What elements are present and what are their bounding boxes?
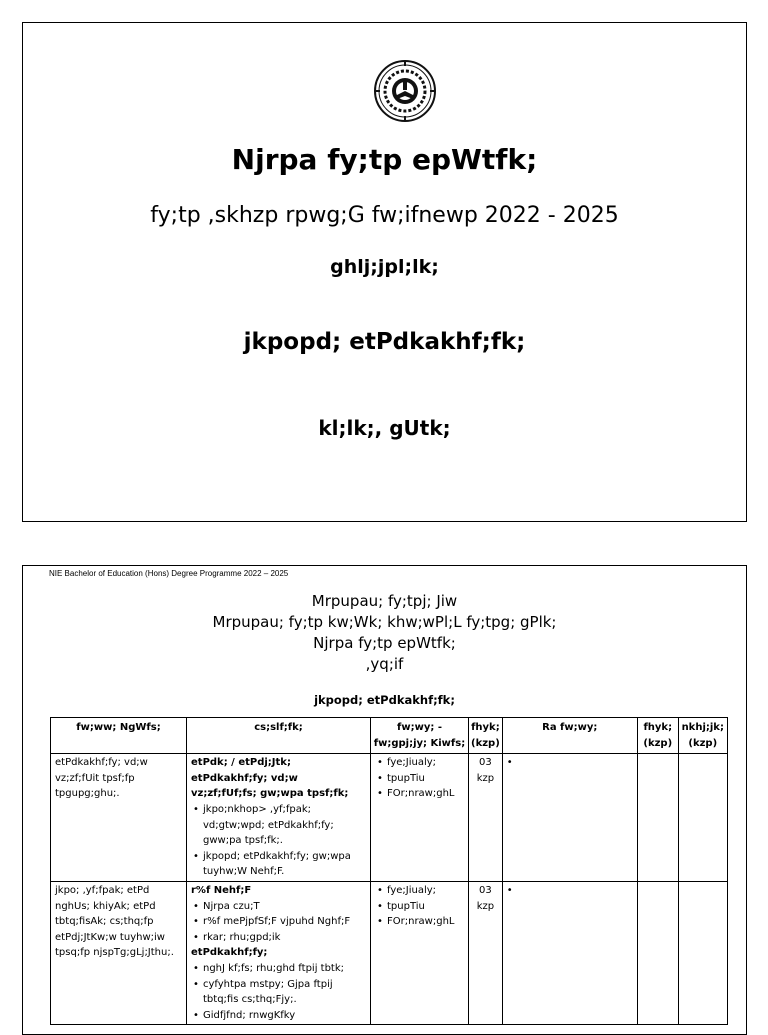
content-cell [187,754,371,882]
column-header: nkhj;jk; (kzp) [678,718,727,754]
programme-title: fy;tp ,skhzp rpwg;G fw;ifnewp 2022 - 2025 [150,203,619,228]
self-study-hours-cell [637,881,678,1024]
content-item: • r%f mePjpfSf;F vjpuhd Nghf;F [203,914,366,930]
heading-line: Mrpupau; fy;tpj; Jiw [311,592,458,610]
column-header: fhyk; (kzp) [637,718,678,754]
syllabus-table [50,717,728,1025]
column-header: cs;slf;fk; [187,718,371,754]
method-item: • tpupTiu [387,899,464,915]
total-hours-cell [678,754,727,882]
method-item: • FOr;nraw;ghL [387,786,464,802]
syllabus-page [22,565,747,1035]
self-study-hours-cell [637,754,678,882]
content-item: • nghJ kf;fs; rhu;ghd ftpij tbtk; [203,961,366,977]
content-item: • jkpopd; etPdkakhf;fy; gw;wpa tuyhw;W Nehf;F. [203,849,366,880]
content-item: • Gidfjfnd; rnwgKfky [203,1008,366,1024]
table-row [51,754,728,882]
table-header-row [51,718,728,754]
column-header: fw;wy; - fw;gpj;jy; Kiwfs; [371,718,469,754]
institute-title: Njrpa fy;tp epWtfk; [231,143,538,176]
content-heading: r%f Nehf;F [191,884,252,896]
table-row [51,881,728,1024]
method-item: • tpupTiu [387,771,464,787]
column-header: Ra fw;wy; [502,718,637,754]
methods-cell [371,754,469,882]
hours-cell: 03 kzp [469,754,503,882]
self-study-cell: • [502,754,637,882]
document-subtitle: ghlj;jpl;lk; [330,256,439,278]
cover-page [22,22,747,522]
methods-cell [371,881,469,1024]
column-header: fw;ww; NgWfs; [51,718,187,754]
content-heading: etPdk; / etPdj;Jtk; etPdkakhf;fy; vd;w vz;zf;fUf;fs; gw;wpa tpsf;fk; [191,757,349,800]
content-item: • Njrpa czu;T [203,899,366,915]
institute-seal-logo [373,59,437,123]
learning-outcome-cell: jkpo; ,yf;fpak; etPd nghUs; khiyAk; etPd tbtq;fisAk; cs;thq;fp etPdj;JtKw;w tuyhw;iw tpsq;fp njspTg;gLj;Jthu;. [51,881,187,1024]
content-item: • jkpo;nkhop> ,yf;fpak; vd;gtw;wpd; etPdkakhf;fy; gww;pa tpsf;fk;. [203,802,366,849]
content-item: • cyfyhtpa mstpy; Gjpa ftpij tbtq;fis cs;thq;Fjy;. [203,977,366,1008]
hours-cell: 03 kzp [469,881,503,1024]
subject-title: jkpopd; etPdkakhf;fk; [243,329,526,355]
content-item: • rkar; rhu;gpd;ik [203,930,366,946]
method-item: • fye;Jiualy; [387,883,464,899]
self-study-cell: • [502,881,637,1024]
total-hours-cell [678,881,727,1024]
content-heading: etPdkakhf;fy; [191,947,268,959]
learning-outcome-cell: etPdkakhf;fy; vd;w vz;zf;fUit tpsf;fp tpgupg;ghu;. [51,754,187,882]
department-heading [23,591,746,675]
content-cell [187,881,371,1024]
column-header: fhyk; (kzp) [469,718,503,754]
method-item: • fye;Jiualy; [387,755,464,771]
course-title: jkpopd; etPdkakhf;fk; [314,693,455,707]
section-label: kl;lk;, gUtk; [318,416,451,440]
heading-line: Mrpupau; fy;tp kw;Wk; khw;wPl;L fy;tpg; gPlk; [212,613,557,631]
method-item: • FOr;nraw;ghL [387,914,464,930]
running-header: NIE Bachelor of Education (Hons) Degree Programme 2022 – 2025 [49,569,289,578]
heading-line: Njrpa fy;tp epWtfk; [313,634,456,652]
heading-line: ,yq;if [365,655,404,673]
